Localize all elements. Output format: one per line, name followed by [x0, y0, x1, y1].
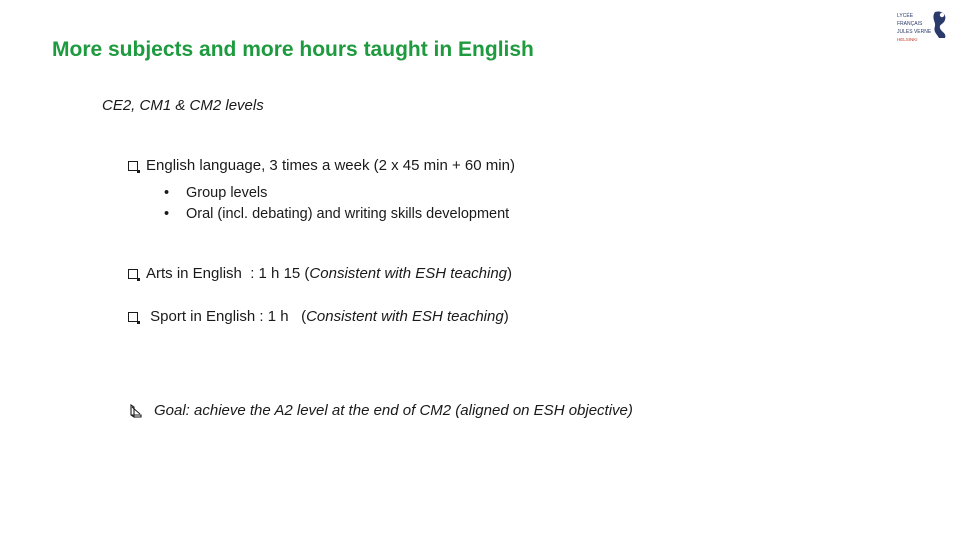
list-item-text: Sport in English : 1 h (	[146, 308, 307, 325]
list-item-text: English language, 3 times a week (2 x 45 min + 60 min)	[146, 157, 515, 174]
logo-face-icon	[940, 13, 944, 17]
list-item-tail: )	[507, 265, 513, 282]
sub-item-group-levels	[164, 185, 267, 201]
checkbox-bullet-icon	[128, 269, 138, 279]
logo-line-4: HELSINKI	[897, 37, 918, 42]
list-item-tail: )	[503, 308, 509, 325]
bullet-dot-icon: •	[164, 206, 170, 222]
sub-item-text: Oral (incl. debating) and writing skills development	[186, 206, 510, 222]
goal-text: Goal: achieve the A2 level at the end of CM2 (aligned on ESH objective)	[154, 402, 633, 419]
slide-subtitle: CE2, CM1 & CM2 levels	[102, 97, 264, 114]
list-item-sport	[128, 308, 509, 325]
logo-line-1: LYCÉE	[897, 13, 914, 19]
list-item-italic: Consistent with ESH teaching	[306, 308, 504, 325]
list-item-text: Arts in English : 1 h 15 (	[146, 265, 310, 282]
sub-item-skills	[164, 206, 509, 222]
school-logo	[895, 8, 951, 46]
slide-title: More subjects and more hours taught in English	[52, 38, 534, 61]
pencil-icon	[128, 403, 144, 419]
list-item-italic: Consistent with ESH teaching	[309, 265, 508, 282]
list-item-english-language	[128, 157, 515, 174]
list-item-arts	[128, 265, 512, 282]
bullet-dot-icon: •	[164, 185, 170, 201]
checkbox-bullet-icon	[128, 161, 138, 171]
logo-line-3: JULES VERNE	[897, 29, 932, 35]
checkbox-bullet-icon	[128, 312, 138, 322]
goal-statement	[128, 402, 633, 419]
logo-line-2: FRANÇAIS	[897, 21, 923, 27]
sub-item-text: Group levels	[186, 185, 268, 201]
